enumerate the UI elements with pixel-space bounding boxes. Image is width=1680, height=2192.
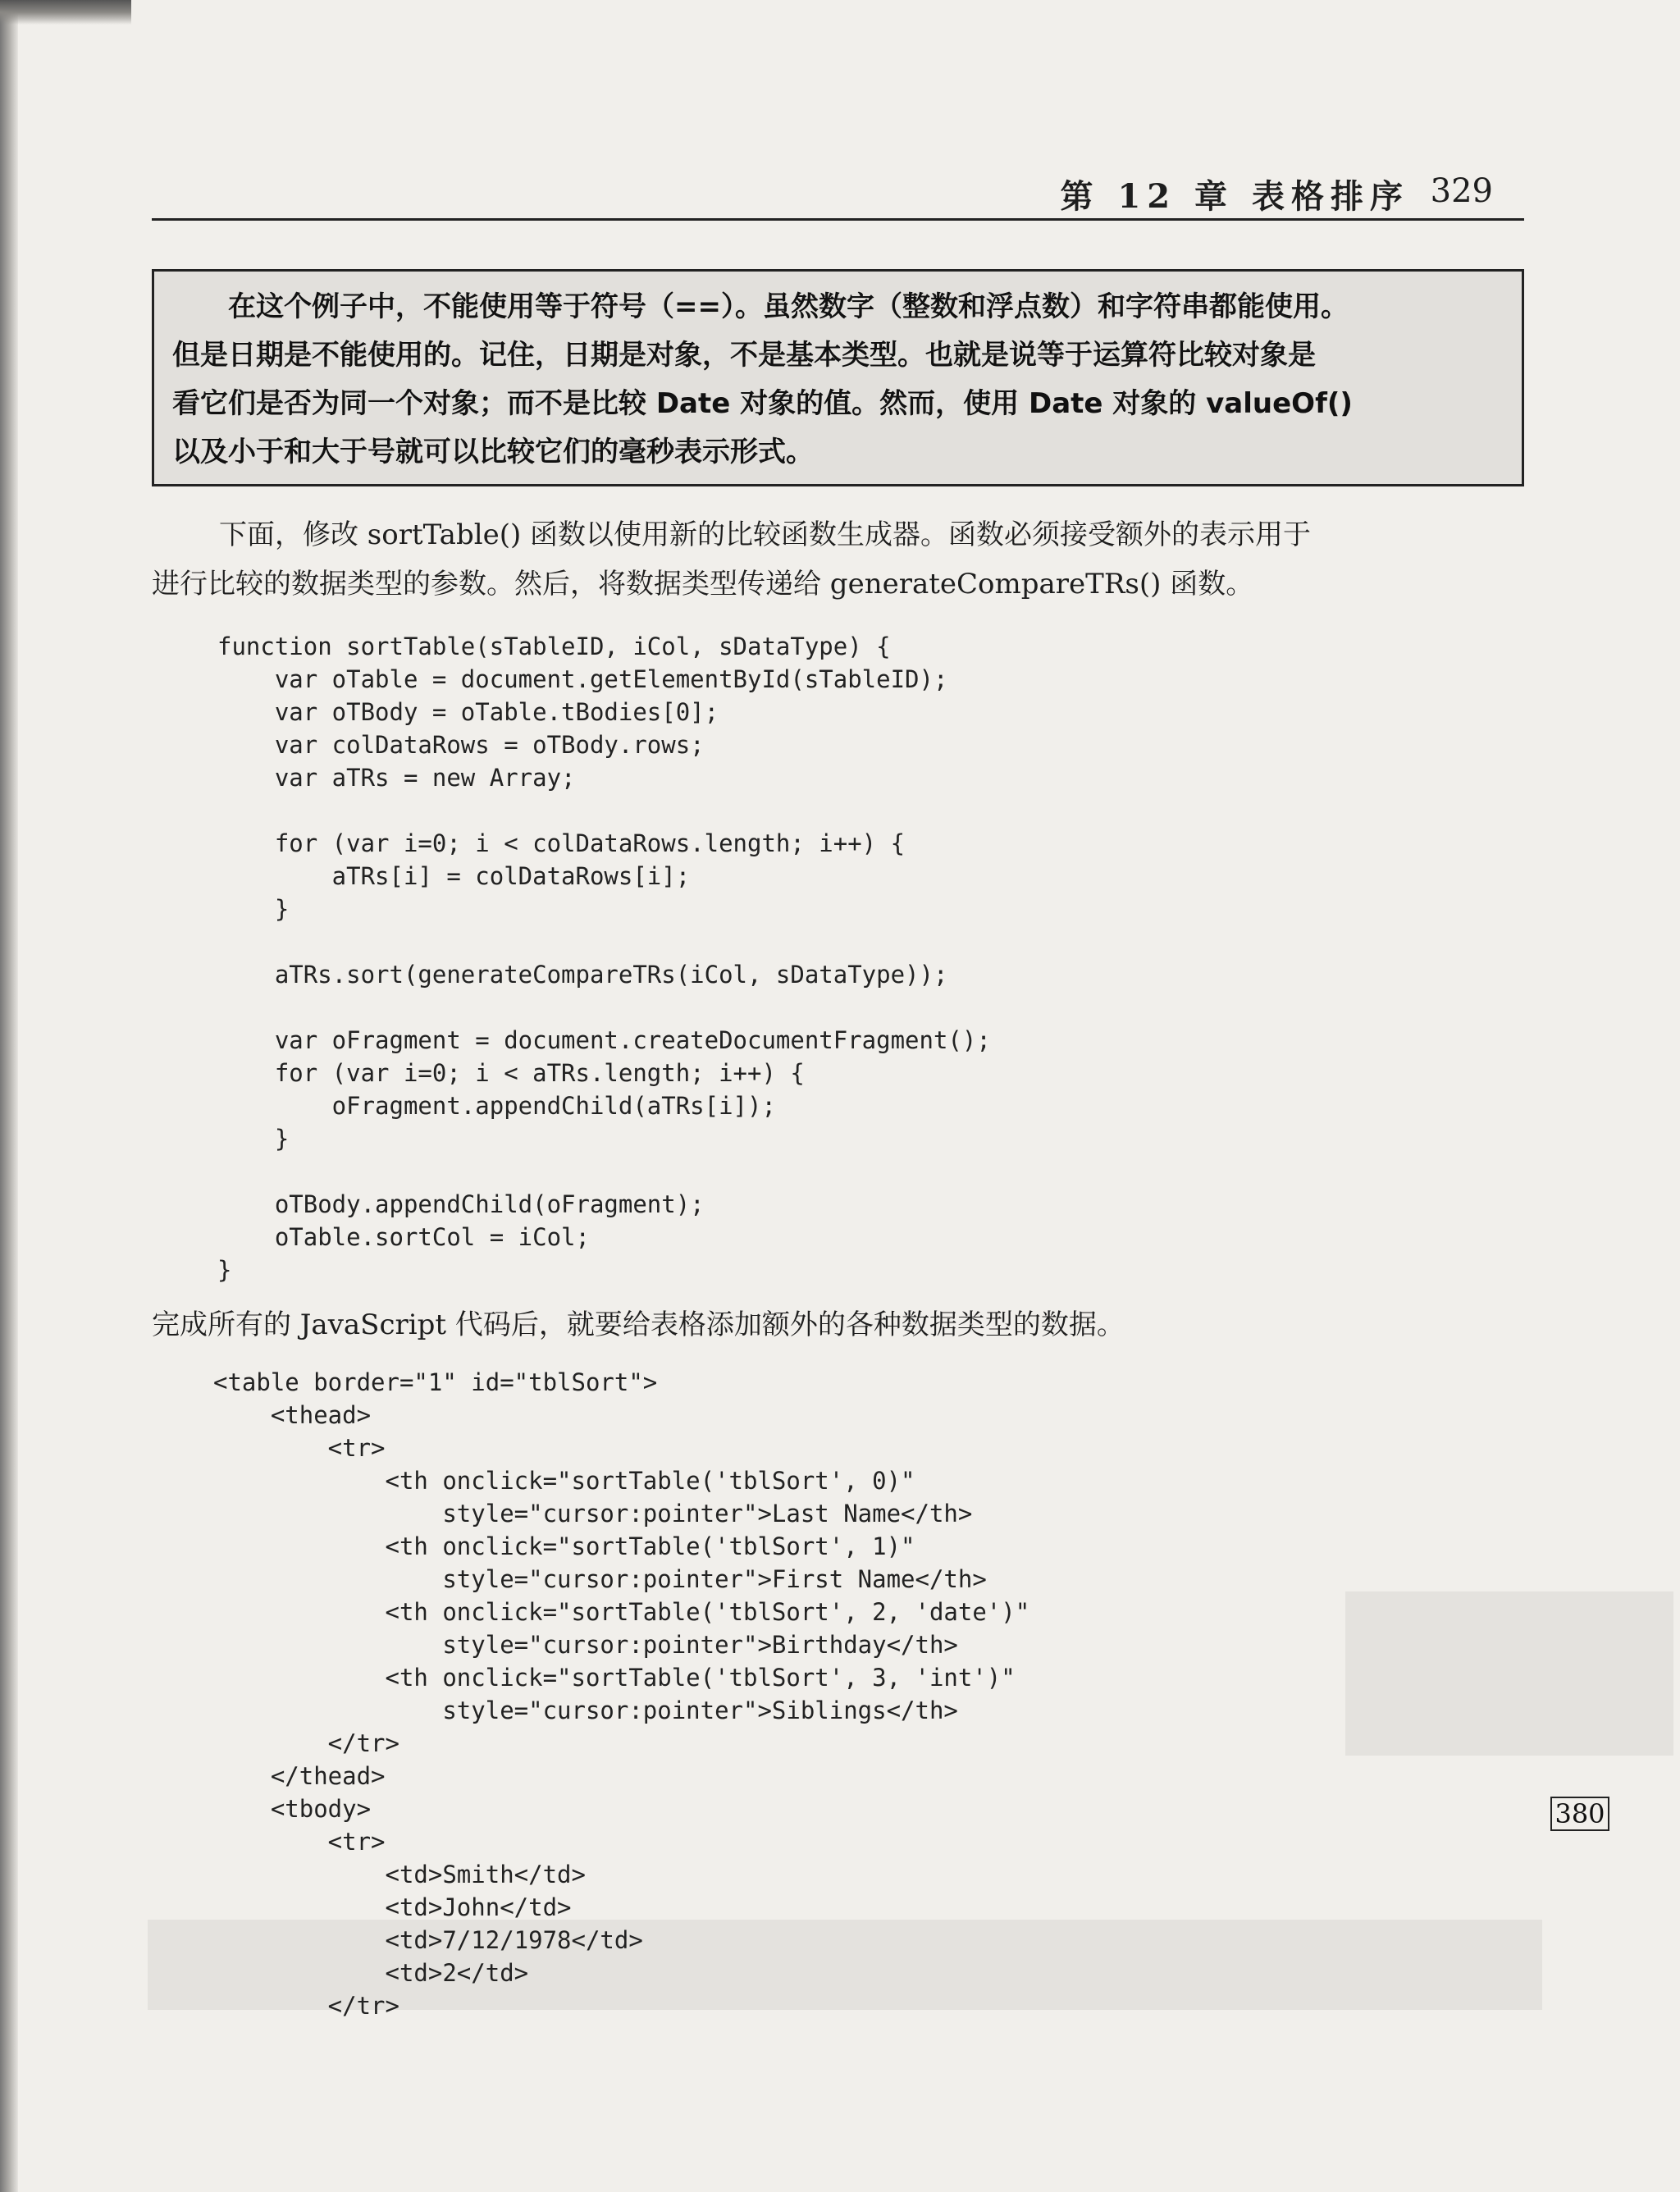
- paragraph-javascript-done: [152, 1300, 1530, 1349]
- code-line: <tr>: [213, 1828, 386, 1856]
- code-line: [217, 991, 991, 1024]
- code-line: function sortTable(sTableID, iCol, sDataType) {: [217, 632, 891, 660]
- code-line: <td>7/12/1978</td>: [213, 1926, 643, 1954]
- paragraph-line: 下面，修改 sortTable() 函数以使用新的比较函数生成器。函数必须接受额外的表示用于: [219, 518, 1312, 551]
- code-line: }: [217, 1125, 290, 1153]
- code-line: var oTable = document.getElementById(sTableID);: [217, 665, 948, 693]
- code-line: style="cursor:pointer">First Name</th>: [213, 1565, 987, 1593]
- code-line: <th onclick="sortTable('tblSort', 1)": [213, 1532, 915, 1560]
- code-line: <th onclick="sortTable('tblSort', 0)": [213, 1467, 915, 1495]
- code-block-sorttable: [217, 630, 991, 1286]
- chapter-title: 第 12 章 表格排序: [1060, 177, 1409, 216]
- code-line: [217, 1155, 991, 1188]
- code-line: }: [217, 1256, 232, 1284]
- code-line: var oTBody = oTable.tBodies[0];: [217, 698, 719, 726]
- paragraph-sorttable-intro: [152, 510, 1530, 609]
- code-line: <tbody>: [213, 1795, 372, 1823]
- bleed-through-region: [1345, 1591, 1673, 1756]
- paragraph-line: 进行比较的数据类型的参数。然后，将数据类型传递给 generateCompareTRs() 函数。: [152, 568, 1254, 601]
- code-line: aTRs.sort(generateCompareTRs(iCol, sDataType));: [217, 961, 948, 989]
- code-line: style="cursor:pointer">Birthday</th>: [213, 1631, 958, 1659]
- code-line: [217, 925, 991, 958]
- scan-corner-shadow: [0, 0, 131, 25]
- book-spine-shadow: [0, 0, 18, 2192]
- code-line: <td>2</td>: [213, 1959, 529, 1987]
- paragraph-line: 完成所有的 JavaScript 代码后，就要给表格添加额外的各种数据类型的数据。: [152, 1308, 1125, 1341]
- code-line: for (var i=0; i < aTRs.length; i++) {: [217, 1059, 805, 1087]
- note-line: 看它们是否为同一个对象；而不是比较 Date 对象的值。然而，使用 Date 对象的 valueOf(): [172, 387, 1353, 420]
- code-line: <tr>: [213, 1434, 386, 1462]
- code-line: oTable.sortCol = iCol;: [217, 1223, 590, 1251]
- code-line: aTRs[i] = colDataRows[i];: [217, 862, 691, 890]
- code-block-table-html: [213, 1366, 1029, 2022]
- code-line: </tr>: [213, 1992, 399, 2020]
- code-line: </tr>: [213, 1729, 399, 1757]
- code-line: <td>Smith</td>: [213, 1861, 586, 1888]
- page-number: 329: [1430, 172, 1493, 210]
- note-line: 以及小于和大于号就可以比较它们的毫秒表示形式。: [172, 436, 814, 468]
- code-line: <table border="1" id="tblSort">: [213, 1368, 658, 1396]
- code-line: }: [217, 895, 290, 923]
- page-header: [152, 171, 1524, 221]
- code-line: var colDataRows = oTBody.rows;: [217, 731, 705, 759]
- code-line: var oFragment = document.createDocumentFragment();: [217, 1026, 991, 1054]
- code-line: </thead>: [213, 1762, 386, 1790]
- code-line: style="cursor:pointer">Siblings</th>: [213, 1697, 958, 1724]
- code-line: [217, 794, 991, 827]
- code-line: style="cursor:pointer">Last Name</th>: [213, 1500, 973, 1528]
- code-line: for (var i=0; i < colDataRows.length; i++) {: [217, 829, 906, 857]
- margin-page-number: 380: [1550, 1797, 1609, 1831]
- code-line: var aTRs = new Array;: [217, 764, 576, 792]
- code-line: <thead>: [213, 1401, 372, 1429]
- note-line: 在这个例子中，不能使用等于符号（==）。虽然数字（整数和浮点数）和字符串都能使用。: [228, 290, 1349, 323]
- note-box: [152, 269, 1524, 486]
- code-line: <th onclick="sortTable('tblSort', 3, 'int')": [213, 1664, 1016, 1692]
- code-line: oTBody.appendChild(oFragment);: [217, 1190, 705, 1218]
- note-line: 但是日期是不能使用的。记住，日期是对象，不是基本类型。也就是说等于运算符比较对象是: [172, 339, 1316, 372]
- code-line: <th onclick="sortTable('tblSort', 2, 'date')": [213, 1598, 1030, 1626]
- code-line: oFragment.appendChild(aTRs[i]);: [217, 1092, 776, 1120]
- code-line: <td>John</td>: [213, 1893, 572, 1921]
